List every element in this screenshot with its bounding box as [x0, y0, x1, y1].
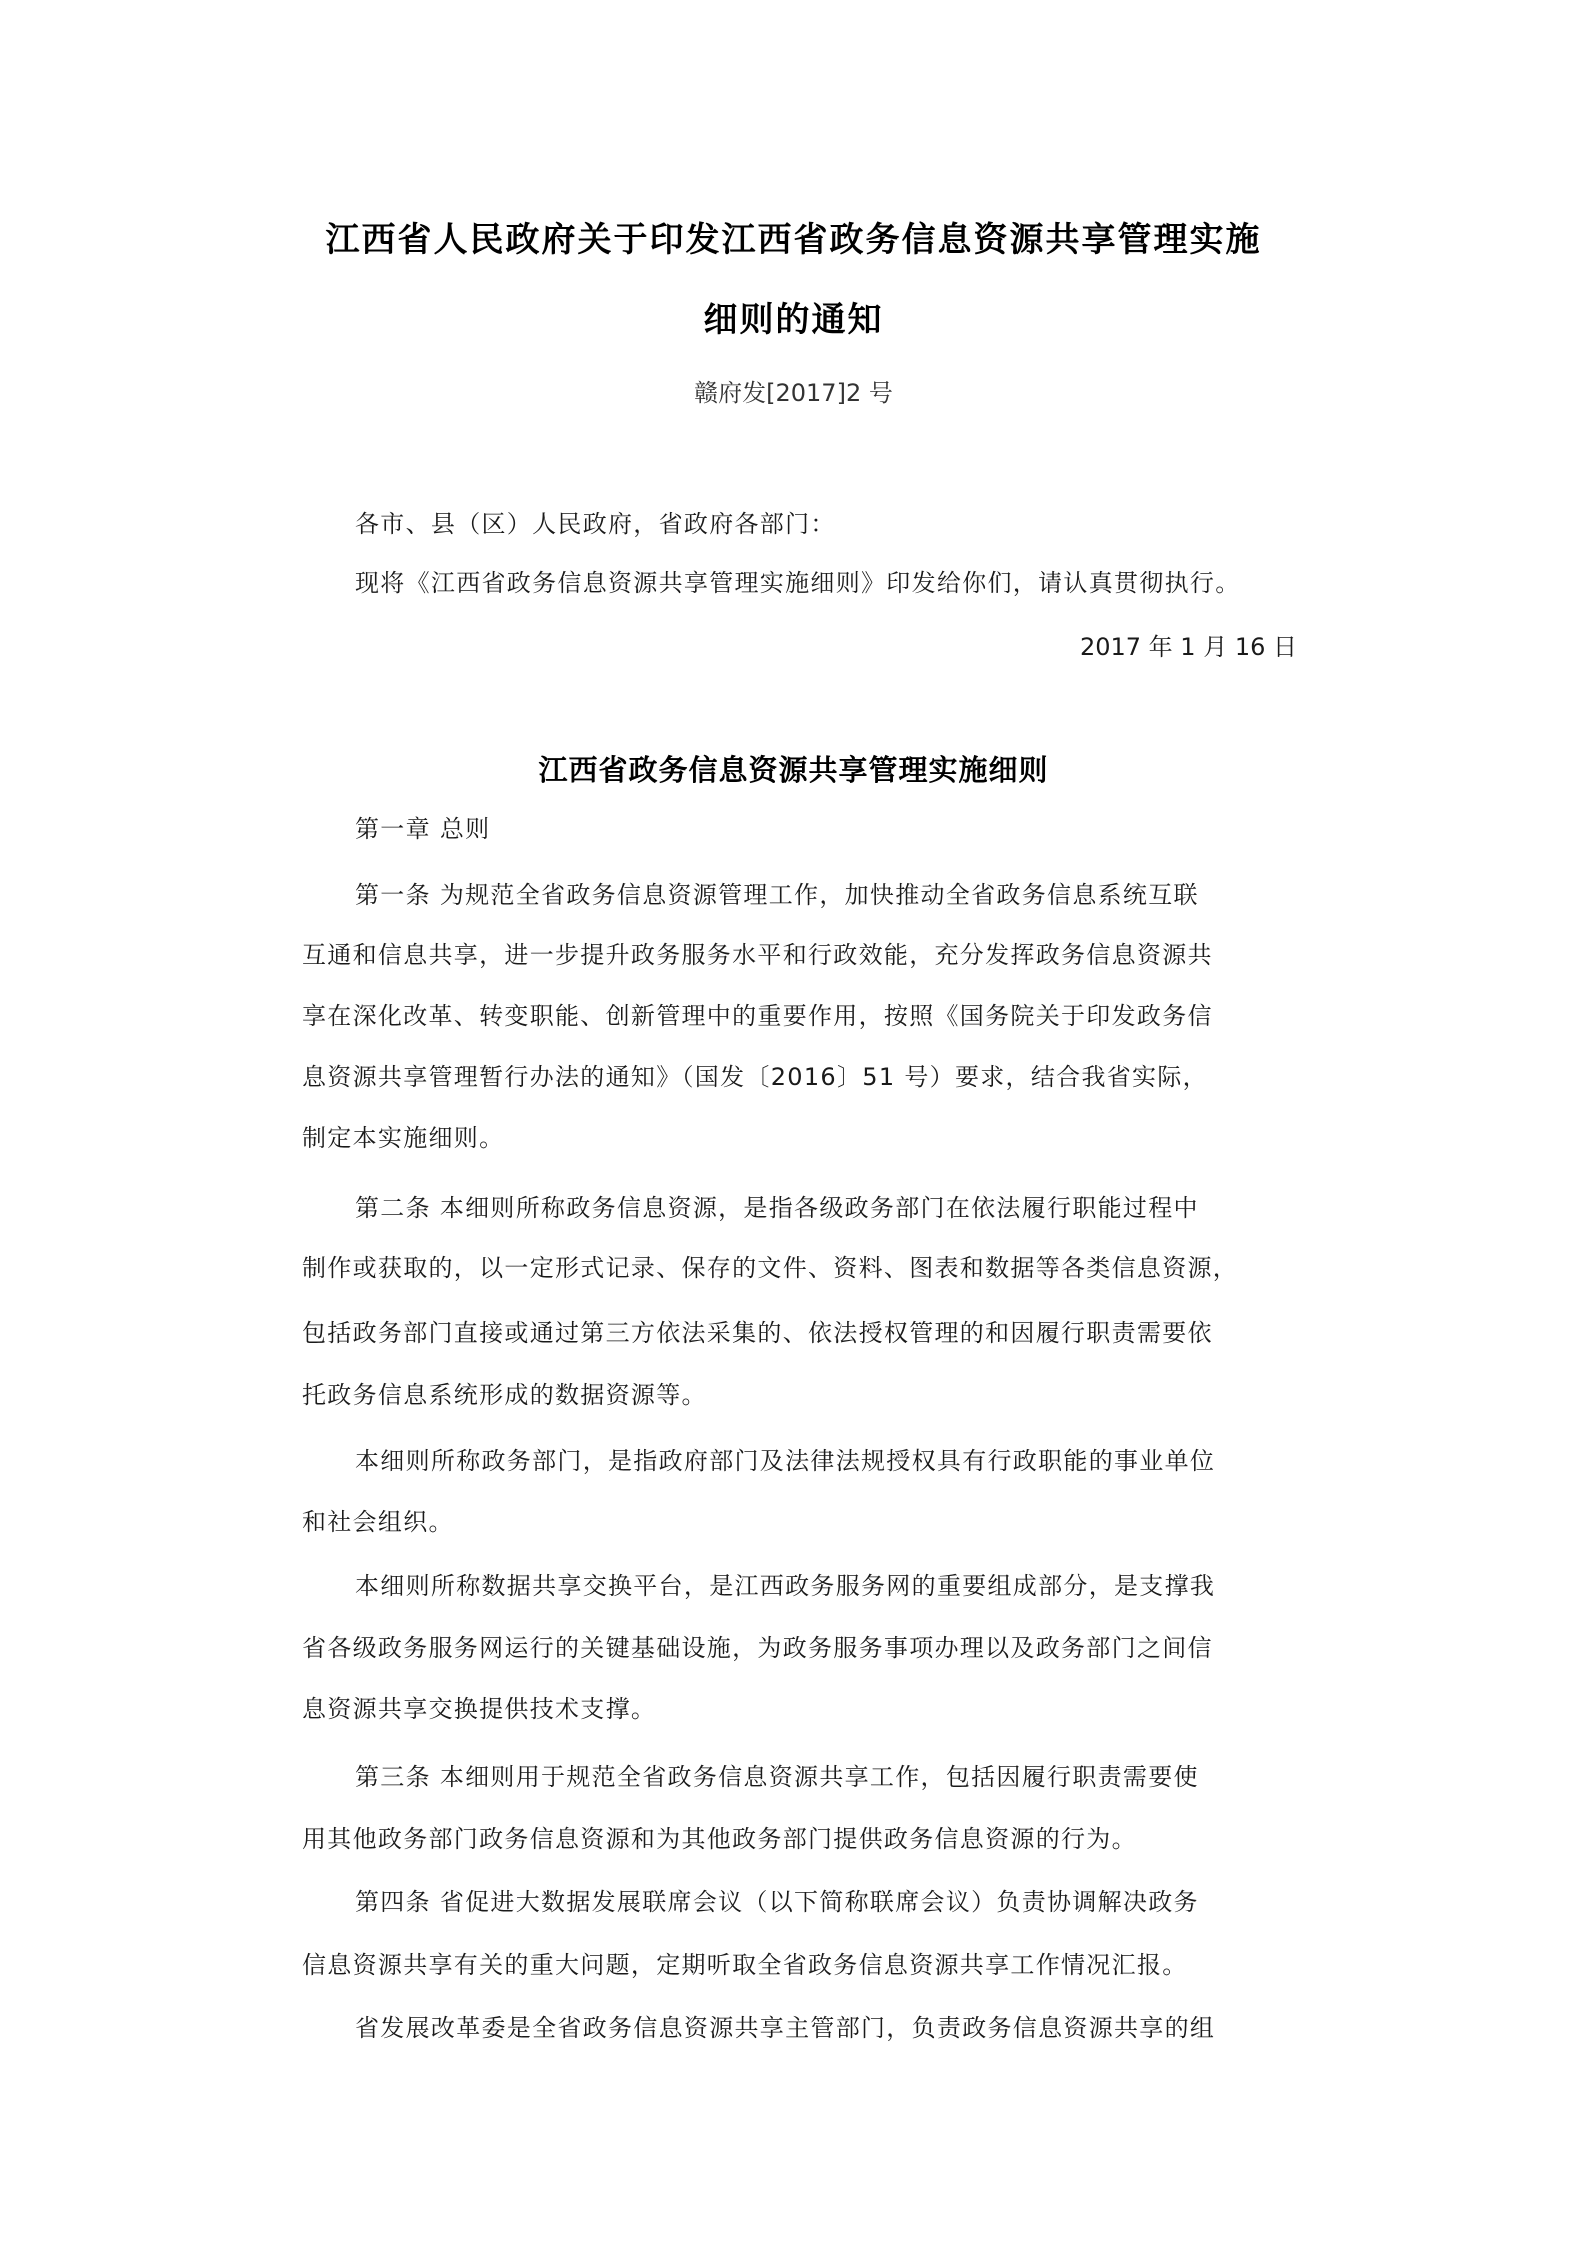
chapter-heading: 第一章 总则	[355, 815, 491, 843]
paragraph-line: 托政务信息系统形成的数据资源等。	[302, 1381, 707, 1409]
notice-title-line-1: 江西省人民政府关于印发江西省政务信息资源共享管理实施	[325, 220, 1262, 260]
paragraph-line: 享在深化改革、转变职能、创新管理中的重要作用，按照《国务院关于印发政务信	[302, 1002, 1213, 1030]
issue-date: 2017 年 1 月 16 日	[1079, 633, 1297, 661]
paragraph-line: 第三条 本细则用于规范全省政务信息资源共享工作，包括因履行职责需要使	[355, 1763, 1199, 1791]
paragraph-line: 省发展改革委是全省政务信息资源共享主管部门，负责政务信息资源共享的组	[355, 2014, 1216, 2042]
paragraph-line: 制作或获取的，以一定形式记录、保存的文件、资料、图表和数据等各类信息资源，	[302, 1254, 1239, 1282]
paragraph-line: 制定本实施细则。	[302, 1124, 505, 1152]
notice-body: 现将《江西省政务信息资源共享管理实施细则》印发给你们，请认真贯彻执行。	[355, 569, 1241, 597]
paragraph-line: 本细则所称数据共享交换平台，是江西政务服务网的重要组成部分，是支撑我	[355, 1572, 1216, 1600]
paragraph-line: 省各级政务服务网运行的关键基础设施，为政务服务事项办理以及政务部门之间信	[302, 1634, 1213, 1662]
paragraph-line: 本细则所称政务部门，是指政府部门及法律法规授权具有行政职能的事业单位	[355, 1447, 1216, 1475]
addressee: 各市、县（区）人民政府，省政府各部门：	[355, 510, 836, 538]
paragraph-line: 用其他政务部门政务信息资源和为其他政务部门提供政务信息资源的行为。	[302, 1825, 1137, 1853]
paragraph-line: 息资源共享管理暂行办法的通知》（国发〔2016〕51 号）要求，结合我省实际，	[302, 1063, 1208, 1091]
rules-title: 江西省政务信息资源共享管理实施细则	[538, 753, 1049, 787]
paragraph-line: 和社会组织。	[302, 1508, 454, 1536]
paragraph-line: 包括政务部门直接或通过第三方依法采集的、依法授权管理的和因履行职责需要依	[302, 1319, 1213, 1347]
paragraph-line: 第一条 为规范全省政务信息资源管理工作，加快推动全省政务信息系统互联	[355, 881, 1199, 909]
paragraph-line: 息资源共享交换提供技术支撑。	[302, 1695, 657, 1723]
paragraph-line: 互通和信息共享，进一步提升政务服务水平和行政效能，充分发挥政务信息资源共	[302, 941, 1213, 969]
document-number: 赣府发[2017]2 号	[694, 379, 893, 407]
paragraph-line: 第四条 省促进大数据发展联席会议（以下简称联席会议）负责协调解决政务	[355, 1888, 1199, 1916]
paragraph-line: 第二条 本细则所称政务信息资源，是指各级政务部门在依法履行职能过程中	[355, 1194, 1199, 1222]
notice-title-line-2: 细则的通知	[703, 300, 884, 340]
paragraph-line: 信息资源共享有关的重大问题，定期听取全省政务信息资源共享工作情况汇报。	[302, 1951, 1188, 1979]
